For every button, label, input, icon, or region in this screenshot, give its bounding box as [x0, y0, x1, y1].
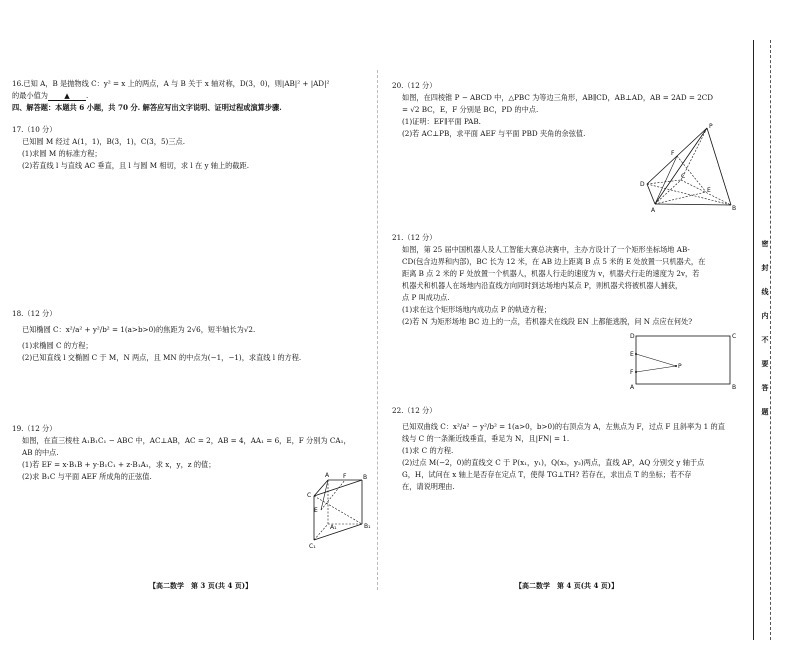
field-label-P: P: [678, 363, 682, 370]
q17-stem: 已知圆 M 经过 A(1，1)，B(3，1)，C(3，5)三点.: [22, 137, 185, 146]
q19-stem2: AB 的中点.: [22, 448, 59, 457]
field-label-E: E: [630, 351, 634, 358]
q18-head: 18.（12 分）: [12, 309, 57, 318]
q21-head: 21.（12 分）: [392, 233, 437, 242]
question-17: [12, 124, 367, 172]
q18-part1: (1)求椭圆 C 的方程；: [22, 341, 93, 350]
q20-part1: (1)证明：EF∥平面 PAB.: [402, 117, 481, 126]
q22-part2c: 在，请说明理由.: [402, 482, 455, 491]
q19-stem1: 如图，在直三棱柱 A₁B₁C₁ − ABC 中，AC⊥AB，AC = 2，AB = 4，AA₁ = 6，E，F 分别为 CA₁，: [22, 436, 351, 445]
q20-stem1: 如图，在四棱锥 P − ABCD 中，△PBC 为等边三角形，AB∥CD，AB⊥AD，AB = 2AD = 2CD: [402, 93, 714, 102]
pyramid-label-P: P: [709, 123, 713, 130]
prism-label-B: B: [363, 474, 368, 481]
q21-s2: CD(包含边界和内部)，BC 长为 12 米，在 AB 边上距离 B 点 5 米的 E 处放置一只机器犬，在: [402, 257, 706, 266]
prism-label-B1: B₁: [364, 523, 371, 530]
answer-blank: [48, 91, 86, 101]
pyramid-figure: [640, 122, 743, 214]
triangle-mark-icon: ▲: [64, 91, 70, 100]
q16-line1: 16.已知 A，B 是抛物线 C：y² = x 上的两点，A 与 B 关于 x 轴对称，D(3，0)，则|AB|² + |AD|²: [12, 79, 330, 88]
field-label-F: F: [630, 369, 634, 376]
q21-s4: 机器犬和机器人在场地内沿直线方向同时到达场地内某点 P，则机器犬将被机器人捕获，: [402, 281, 683, 290]
prism-label-C1: C₁: [309, 543, 316, 550]
q17-part2: (2)若直线 l 与直线 AC 垂直，且 l 与圆 M 相切，求 l 在 y 轴上的截距.: [22, 161, 250, 170]
prism-figure: [300, 472, 380, 554]
q22-part1: (1)求 C 的方程.: [402, 446, 454, 455]
q17-part1: (1)求圆 M 的标准方程；: [22, 149, 102, 158]
q22-s2: 线与 C 的一条渐近线垂直，垂足为 N，且|FN| = 1.: [402, 434, 570, 443]
pyramid-label-F: F: [671, 150, 675, 157]
pyramid-label-D: D: [640, 181, 645, 188]
q19-part1: (1)若 EF = x·B₁B + y·B₁C₁ + z·B₁A₁，求 x，y，z 的值；: [22, 460, 216, 469]
page-3-footer: 【高二数学 第 3 页(共 4 页)】: [149, 581, 253, 590]
q18-stem: 已知椭圆 C：x²/a² + y²/b² = 1(a>b>0)的焦距为 2√6，短半轴长为√2.: [22, 325, 256, 334]
q21-s1: 如图，第 25 届中国机器人及人工智能大赛总决赛中，主办方设计了一个矩形坐标场地 AB-: [402, 245, 690, 254]
prism-label-A1: A₁: [330, 524, 337, 531]
q17-head: 17.（10 分）: [12, 125, 57, 134]
column-divider: [377, 70, 378, 590]
pyramid-label-A: A: [651, 207, 656, 214]
seal-line-notice: 密 封 线 内 不 要 答 题: [761, 239, 769, 416]
q22-part2b: G，H，试问在 x 轴上是否存在定点 T，使得 TG⊥TH? 若存在，求出点 T 的坐标；若不存: [402, 470, 692, 479]
prism-label-A: A: [325, 472, 330, 479]
question-21: [392, 232, 747, 328]
q22-head: 22.（12 分）: [392, 406, 437, 415]
section-4-heading: 四、解答题：本题共 6 小题，共 70 分. 解答应写出文字说明、证明过程或演算步骤.: [12, 103, 282, 112]
q19-head: 19.（12 分）: [12, 424, 57, 433]
q20-head: 20.（12 分）: [392, 81, 437, 90]
field-label-A: A: [630, 384, 635, 391]
q21-s3: 距离 B 点 2 米的 F 处放置一个机器人，机器人行走的速度为 v，机器犬行走的速度为 2v，若: [402, 269, 700, 278]
question-16: [12, 78, 367, 114]
prism-label-F: F: [343, 473, 347, 480]
q18-part2: (2)已知直线 l 交椭圆 C 于 M，N 两点，且 MN 的中点为(−1，−1)，求直线 l 的方程.: [22, 353, 302, 362]
q22-part2a: (2)过点 M(−2，0)的直线交 C 于 P(x₁，y₁)，Q(x₂，y₂)两点，直线 AP，AQ 分别交 y 轴于点: [402, 458, 705, 467]
q20-stem2: = √2 BC，E，F 分别是 BC，PD 的中点.: [402, 105, 539, 114]
q21-s5: 点 P 叫成功点.: [402, 293, 450, 302]
q19-part2: (2)求 B₁C 与平面 AEF 所成角的正弦值.: [22, 472, 152, 481]
prism-label-E: E: [314, 507, 318, 514]
question-18: [12, 308, 367, 364]
pyramid-label-C: C: [681, 173, 686, 180]
question-22: [392, 405, 747, 493]
pyramid-label-E: E: [707, 187, 711, 194]
pyramid-label-B: B: [732, 205, 737, 212]
field-label-B: B: [732, 384, 737, 391]
q22-s1: 已知双曲线 C：x²/a² − y²/b² = 1(a>0，b>0)的右顶点为 A，左焦点为 F，过点 F 且斜率为 1 的直: [402, 422, 725, 431]
field-figure: [628, 330, 743, 390]
field-label-C: C: [732, 333, 737, 340]
q16-line2: 的最小值为 ▲ .: [12, 91, 89, 100]
field-label-D: D: [630, 333, 635, 340]
page-4-footer: 【高二数学 第 4 页(共 4 页)】: [515, 581, 619, 590]
prism-label-C: C: [307, 492, 312, 499]
q21-part2: (2)若 N 为矩形场地 BC 边上的一点，若机器犬在线段 EN 上都能逃脱，问 N 点应在何处?: [402, 317, 693, 326]
q20-part2: (2)若 AC⊥PB，求平面 AEF 与平面 PBD 夹角的余弦值.: [402, 129, 586, 138]
q21-part1: (1)求在这个矩形场地内成功点 P 的轨迹方程；: [402, 305, 551, 314]
